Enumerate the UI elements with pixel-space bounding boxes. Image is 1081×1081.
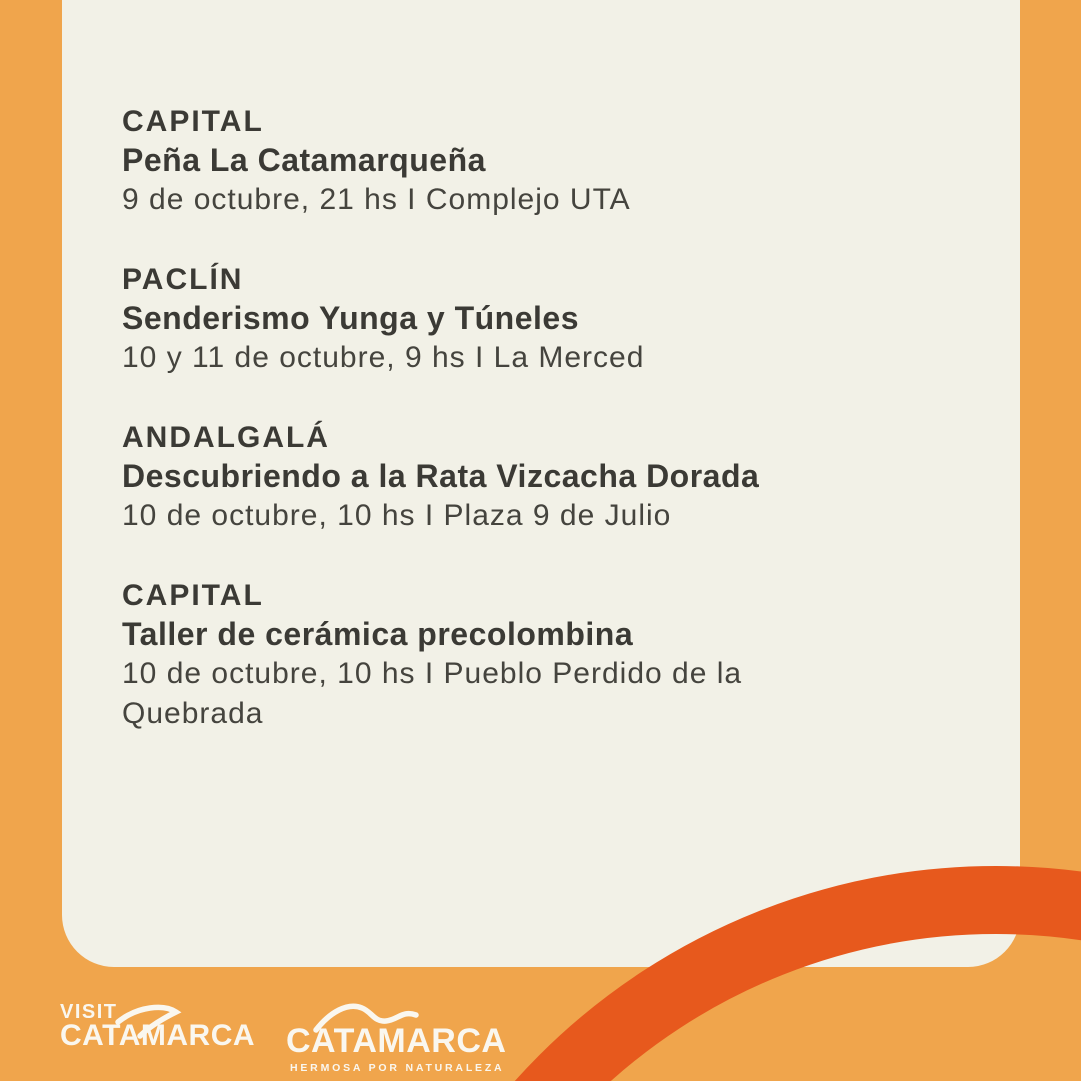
event-location: CAPITAL bbox=[122, 105, 264, 138]
event-location: PACLÍN bbox=[122, 263, 244, 296]
event-title: Senderismo Yunga y Túneles bbox=[122, 300, 579, 336]
brand-logo-name: CATAMARCA bbox=[286, 1022, 507, 1060]
brand-logo-tagline: HERMOSA POR NATURALEZA bbox=[290, 1062, 505, 1074]
event-item bbox=[122, 420, 842, 536]
event-item bbox=[122, 104, 842, 220]
event-item bbox=[122, 578, 842, 734]
visit-catamarca-logo bbox=[60, 1002, 260, 1052]
event-details: 10 de octubre, 10 hs I Plaza 9 de Julio bbox=[122, 499, 672, 532]
event-title: Peña La Catamarqueña bbox=[122, 142, 486, 178]
event-location: ANDALGALÁ bbox=[122, 421, 330, 454]
event-title: Descubriendo a la Rata Vizcacha Dorada bbox=[122, 458, 760, 494]
footer-logos bbox=[60, 1002, 506, 1075]
event-location: CAPITAL bbox=[122, 579, 264, 612]
event-details: 10 y 11 de octubre, 9 hs I La Merced bbox=[122, 341, 645, 374]
brand-logo-swoosh-icon bbox=[310, 994, 440, 1034]
event-details: 10 de octubre, 10 hs I Pueblo Perdido de la Quebrada bbox=[122, 657, 743, 730]
visit-logo-top-text: VISIT bbox=[60, 1001, 118, 1023]
catamarca-brand-logo bbox=[286, 1002, 506, 1075]
event-list bbox=[122, 104, 842, 776]
event-title: Taller de cerámica precolombina bbox=[122, 616, 634, 652]
visit-logo-swoosh-icon bbox=[112, 996, 252, 1044]
event-details: 9 de octubre, 21 hs I Complejo UTA bbox=[122, 183, 631, 216]
event-item bbox=[122, 262, 842, 378]
visit-logo-bottom-text: CATAMARCA bbox=[60, 1019, 256, 1052]
